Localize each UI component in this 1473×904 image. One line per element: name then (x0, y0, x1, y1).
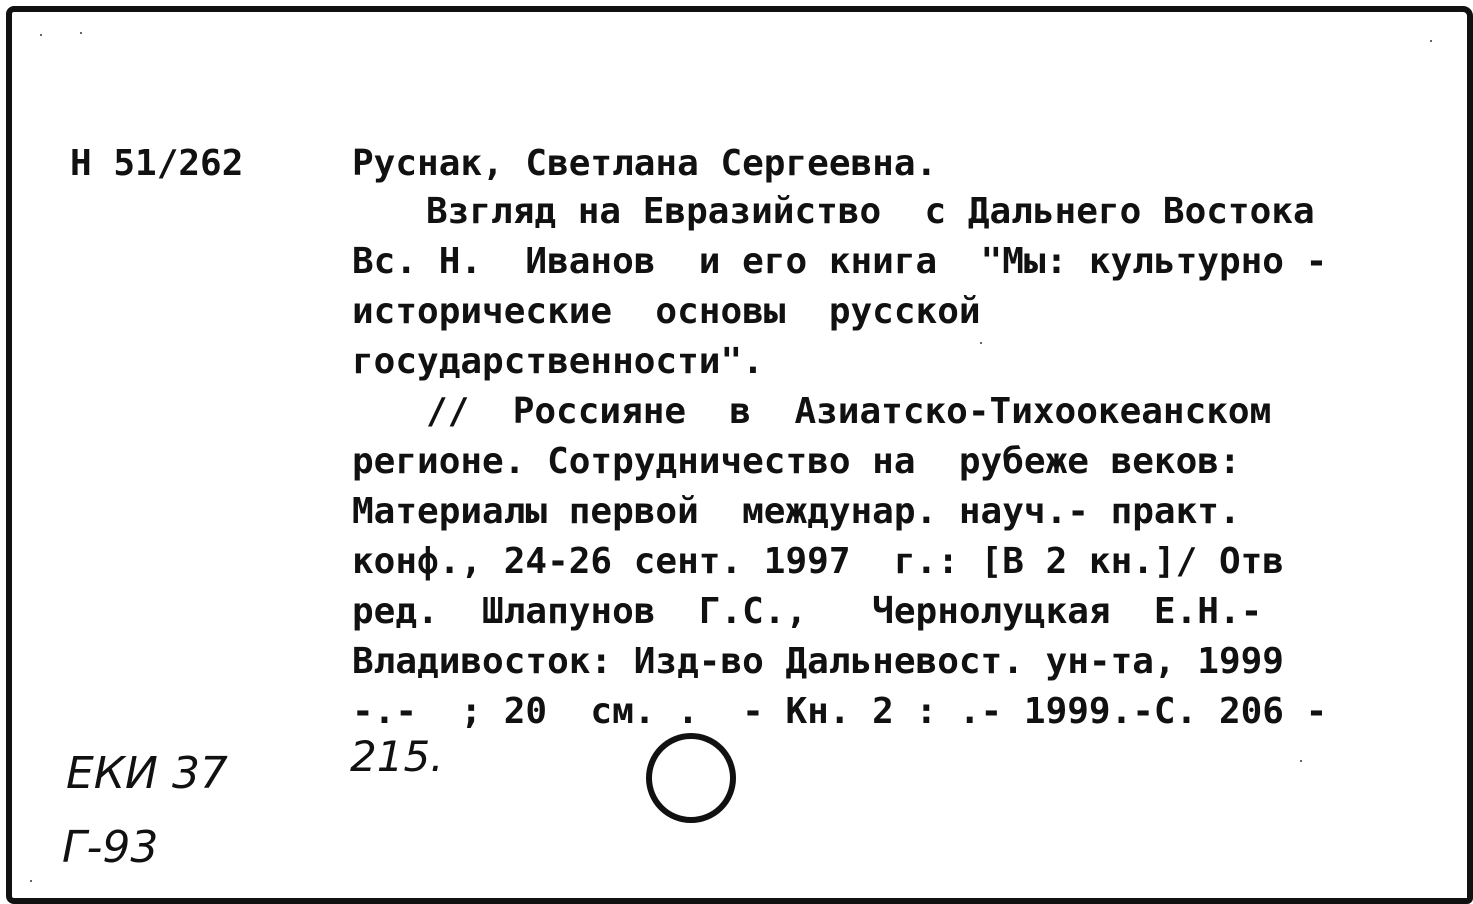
source-line-3: Материалы первой междунар. науч.- практ. (352, 491, 1241, 532)
title-line-4: государственности". (352, 341, 764, 382)
source-line-5: ред. Шлапунов Г.С., Чернолуцкая Е.Н.- (352, 591, 1263, 632)
scan-speck (1300, 760, 1302, 762)
scan-speck (30, 880, 32, 882)
card-punch-hole (646, 733, 736, 823)
handwritten-pages: 215. (350, 732, 444, 781)
source-line-6: Владивосток: Изд-во Дальневост. ун-та, 1999 (352, 641, 1284, 682)
call-number: Н 51/262 (70, 143, 244, 184)
scan-speck (980, 342, 982, 344)
source-line-7: -.- ; 20 см. . - Кн. 2 : .- 1999.-С. 206 - (352, 691, 1328, 732)
scan-speck (1430, 40, 1432, 42)
handwritten-shelf-mark-1: ЕКИ 37 (66, 748, 228, 799)
source-line-4: конф., 24-26 сент. 1997 г.: [В 2 кн.]/ Отв (352, 541, 1284, 582)
title-line-3: исторические основы русской (352, 291, 981, 332)
handwritten-shelf-mark-2: Г-93 (62, 822, 159, 873)
scan-speck (80, 32, 82, 34)
title-line-1: Взгляд на Евразийство с Дальнего Востока (426, 191, 1315, 232)
scan-speck (40, 34, 42, 36)
source-line-1: // Россияне в Азиатско-Тихоокеанском (426, 391, 1272, 432)
source-line-2: регионе. Сотрудничество на рубеже веков: (352, 441, 1241, 482)
author-line: Руснак, Светлана Сергеевна. (352, 143, 938, 184)
title-line-2: Вс. Н. Иванов и его книга "Мы: культурно - (352, 241, 1328, 282)
